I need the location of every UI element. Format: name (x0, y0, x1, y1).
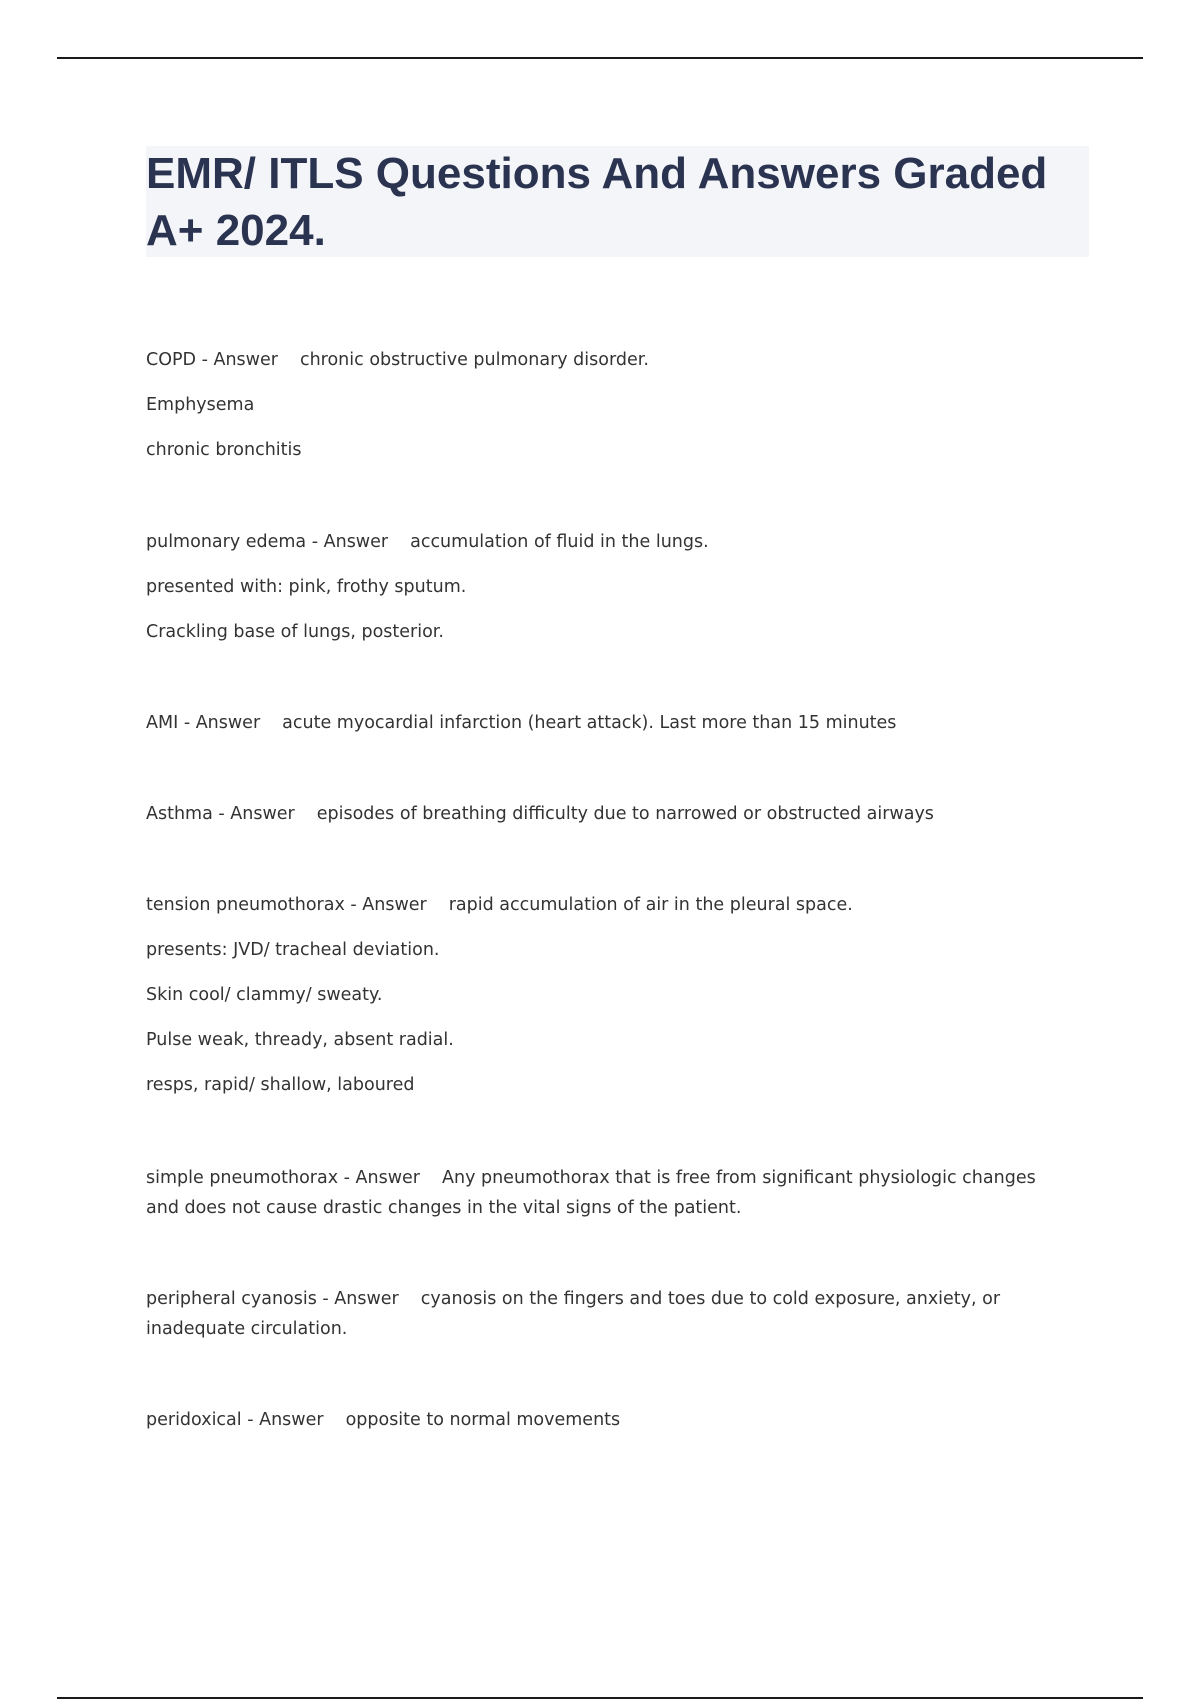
qa-entry-tension-pneumothorax (146, 890, 1066, 1100)
answer-label: - Answer (343, 1168, 420, 1188)
qa-entry-ami (146, 708, 1066, 738)
answer-label: - Answer (183, 713, 261, 733)
entry-detail-line: chronic bronchitis (146, 440, 302, 460)
entry-detail-line: Pulse weak, thready, absent radial. (146, 1030, 454, 1050)
qa-entry-asthma (146, 799, 1066, 829)
answer-label: - Answer (311, 532, 389, 552)
entry-definition: Any pneumothorax that is free from significant physiologic changes and does not cause drastic changes in the vital signs of the patient. (146, 1168, 1036, 1218)
entry-definition: acute myocardial infarction (heart attack). Last more than 15 minutes (282, 713, 897, 733)
entry-term: tension pneumothorax (146, 895, 345, 915)
entry-definition: chronic obstructive pulmonary disorder. (299, 350, 649, 370)
entry-definition: opposite to normal movements (345, 1410, 621, 1430)
entry-detail-line: Skin cool/ clammy/ sweaty. (146, 985, 383, 1005)
entry-detail-line: Emphysema (146, 395, 255, 415)
top-rule (57, 57, 1143, 59)
qa-entry-peridoxical (146, 1405, 1066, 1435)
answer-label: - Answer (218, 804, 295, 824)
entry-term: peridoxical (146, 1410, 242, 1430)
entry-definition: rapid accumulation of air in the pleural space. (448, 895, 853, 915)
entry-definition: cyanosis on the fingers and toes due to cold exposure, anxiety, or inadequate circulation. (146, 1289, 1001, 1339)
document-title: EMR/ ITLS Questions And Answers Graded A+ 2024. (146, 149, 1048, 255)
entry-definition: episodes of breathing difficulty due to narrowed or obstructed airways (316, 804, 934, 824)
entry-term: COPD (146, 350, 197, 370)
entry-detail-line: Crackling base of lungs, posterior. (146, 622, 444, 642)
qa-entry-pulmonary-edema (146, 527, 1066, 647)
answer-label: - Answer (322, 1289, 399, 1309)
entry-detail-line: presented with: pink, frothy sputum. (146, 577, 467, 597)
answer-label: - Answer (201, 350, 278, 370)
entry-term: Asthma (146, 804, 213, 824)
qa-entry-peripheral-cyanosis (146, 1284, 1066, 1344)
entry-detail-line: resps, rapid/ shallow, laboured (146, 1075, 415, 1095)
answer-label: - Answer (350, 895, 427, 915)
entry-term: simple pneumothorax (146, 1168, 339, 1188)
entry-term: AMI (146, 713, 179, 733)
qa-entry-simple-pneumothorax (146, 1163, 1066, 1223)
answer-label: - Answer (247, 1410, 324, 1430)
entry-definition: accumulation of fluid in the lungs. (410, 532, 709, 552)
entry-term: pulmonary edema (146, 532, 307, 552)
entry-detail-line: presents: JVD/ tracheal deviation. (146, 940, 440, 960)
entry-term: peripheral cyanosis (146, 1289, 317, 1309)
bottom-rule (57, 1697, 1143, 1699)
qa-entry-copd (146, 345, 1066, 465)
